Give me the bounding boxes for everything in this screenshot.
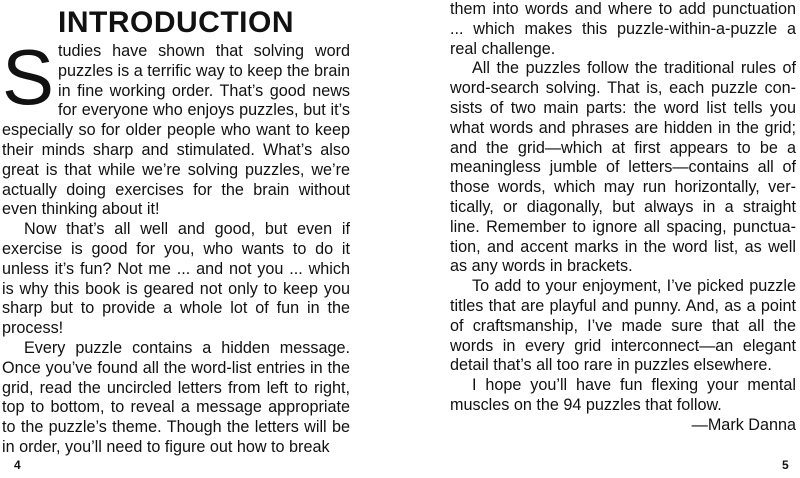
page-title: INTRODUCTION (58, 6, 294, 39)
intro-paragraph-2: Now that’s all well and good, but even if exercise is good for you, who wants to do it unless it’s fun? Not me ... and not you ... which is why this book is geared not only to keep you sharp but to provide a whole lot of fun in the process! (2, 220, 350, 338)
page-number-right: 5 (782, 458, 789, 472)
rules-paragraph: All the puzzles follow the traditional rules of word-search solving. That is, each puzzle consists of two main parts: the word list tells you what words and phrases are hidden in the grid; and the grid—which at first appears to be a meaningless jumble of letters—contains all of those words, which may run horizontally, vertically, or diagonally, but always in a straight line. Remember to ignore all spacing, punctuation, and accent marks in the word list, as well as any words in brackets. (450, 59, 796, 276)
right-text-column (450, 0, 796, 436)
intro-paragraph-1 (2, 33, 350, 220)
drop-cap: S (2, 33, 55, 121)
left-text-column (2, 0, 350, 458)
titles-paragraph: To add to your enjoyment, I’ve picked puzzle titles that are playful and punny. And, as a point of craftsmanship, I’ve made sure that all the words in every grid interconnect—an elegant detail that’s all too rare in puzzles elsewhere. (450, 277, 796, 375)
intro-paragraph-1-text: tudies have shown that solving word puzzles is a terrific way to keep the brain in fine working order. That’s good news for everyone who enjoys puzzles, but it’s especially so for older people who want to keep their minds sharp and stimulated. What’s also great is that while we’re solving puzzles, we’re actually doing exercises for the brain without even thinking about it! (2, 42, 350, 219)
continuation-paragraph: them into words and where to add punctuation ... which makes this puzzle-within-a-puzzle a real challenge. (450, 0, 796, 58)
page-number-left: 4 (14, 458, 21, 472)
intro-paragraph-3: Every puzzle contains a hidden message. Once you’ve found all the word-list entries in the grid, read the uncircled letters from left to right, top to bottom, to reveal a message appropriate to the puzzle’s theme. Though the letters will be in order, you’ll need to figure out how to break (2, 338, 350, 456)
author-signature: —Mark Danna (691, 415, 796, 434)
closing-paragraph: I hope you’ll have fun flexing your mental muscles on the 94 puzzles that follow. (450, 376, 796, 414)
